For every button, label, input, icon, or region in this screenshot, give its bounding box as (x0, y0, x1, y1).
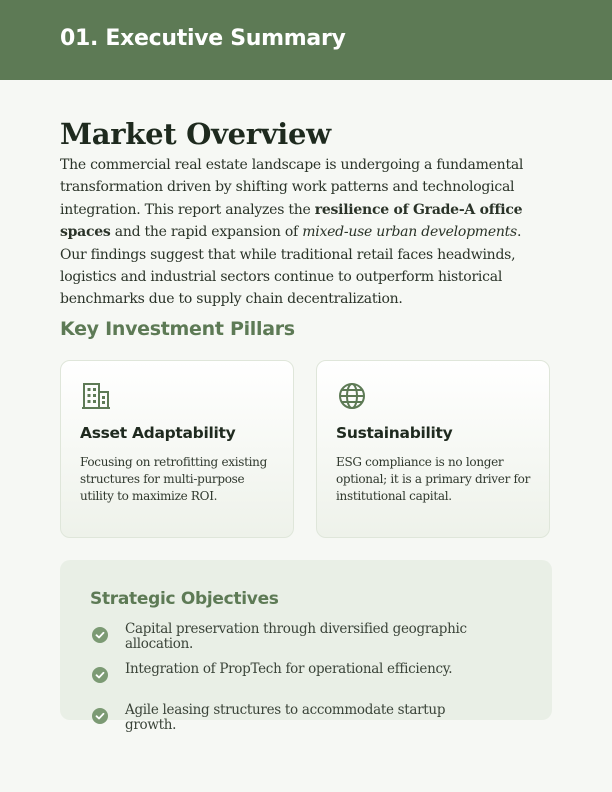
pillar-card-sustainability (316, 360, 550, 538)
check-icon (92, 627, 108, 643)
pillar-card-asset-adaptability (60, 360, 294, 538)
objectives-heading: Strategic Objectives (90, 589, 279, 609)
pillar-description: ESG compliance is no longer optional; it is a primary driver for institutional capital. (336, 455, 531, 503)
pillar-description: Focusing on retrofitting existing structures for multi-purpose utility to maximize ROI. (80, 455, 267, 503)
market-overview-heading: Market Overview (60, 117, 331, 151)
overview-emphasis-strong: resilience of Grade-A office spaces (60, 201, 523, 241)
overview-paragraph-2: Our findings suggest that while traditional retail faces headwinds, logistics and industrial sectors continue to outperform historical benchmarks due to supply chain decentralization. (60, 246, 516, 308)
strategic-objectives-panel (60, 560, 552, 733)
overview-text-c: . (516, 224, 522, 241)
overview-paragraph-1 (60, 154, 546, 244)
check-icon (92, 667, 108, 683)
check-icon (92, 708, 108, 724)
page-header (0, 0, 612, 80)
objective-text: Integration of PropTech for operational efficiency. (125, 661, 453, 677)
building-icon (81, 381, 111, 411)
overview-emphasis-italic: mixed-use urban developments (302, 224, 517, 241)
pillars-heading: Key Investment Pillars (60, 318, 295, 340)
globe-icon (337, 381, 367, 411)
pillar-title: Sustainability (336, 424, 453, 442)
overview-text-b: and the rapid expansion of (110, 224, 303, 241)
overview-body (60, 154, 546, 311)
objective-text: Agile leasing structures to accommodate startup growth. (125, 702, 446, 733)
pillar-title: Asset Adaptability (80, 424, 236, 442)
overview-text-a: The commercial real estate landscape is undergoing a fundamental transformation driven by shifting work patterns and technological integration. This report analyzes the (60, 157, 524, 218)
section-title: 01. Executive Summary (60, 26, 346, 51)
objective-text: Capital preservation through diversified geographic allocation. (125, 621, 467, 652)
